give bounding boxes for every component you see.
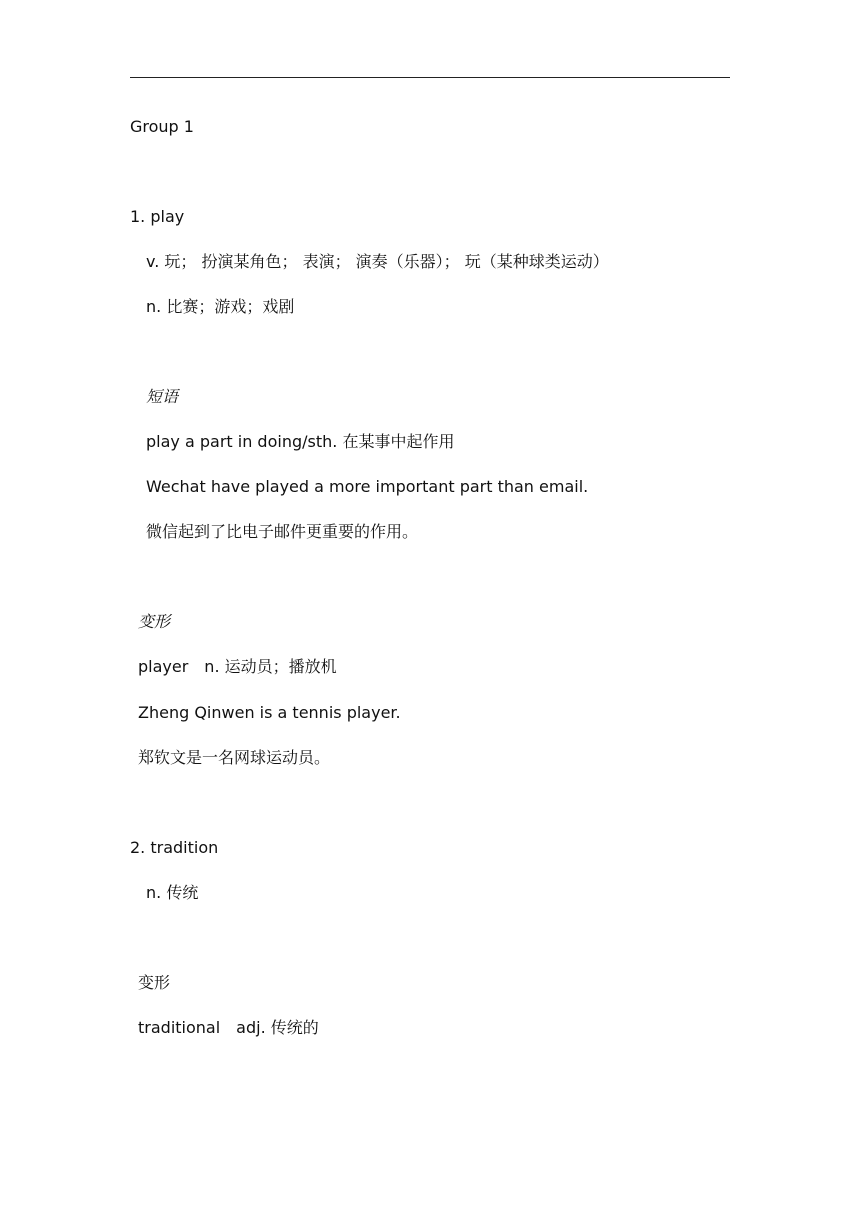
entry-1-phrase-example-translation: 微信起到了比电子邮件更重要的作用。 — [146, 522, 419, 541]
entry-1-phrase: play a part in doing/sth. — [146, 432, 338, 451]
entry-1-form-word: player — [138, 657, 189, 676]
entry-2-form-word: traditional — [138, 1018, 221, 1037]
entry-1-form-example: Zheng Qinwen is a tennis player. — [138, 703, 401, 722]
entry-1-phrase-meaning: 在某事中起作用 — [342, 432, 455, 451]
entry-1-phrases-heading: 短语 — [146, 387, 179, 406]
entry-1-sense-noun: n. 比赛；游戏；戏剧 — [146, 297, 295, 316]
entry-2-heading — [130, 838, 218, 858]
top-rule — [130, 77, 730, 78]
entry-2-form-meaning: adj. 传统的 — [236, 1018, 319, 1037]
entry-2-number: 2. — [130, 838, 146, 857]
entry-2-form-line — [138, 1018, 319, 1038]
entry-2-forms-heading: 变形 — [138, 973, 171, 992]
group-title: Group 1 — [130, 117, 194, 136]
entry-1-word: play — [150, 207, 185, 226]
entry-1-form-example-translation: 郑钦文是一名网球运动员。 — [138, 748, 331, 767]
entry-2-sense-noun: n. 传统 — [146, 883, 199, 902]
entry-1-sense-verb: v. 玩； 扮演某角色； 表演； 演奏（乐器）； 玩（某种球类运动） — [146, 252, 609, 271]
entry-1-phrase-example: Wechat have played a more important part than email. — [146, 477, 589, 496]
entry-1-forms-heading: 变形 — [138, 612, 171, 631]
entry-2-word: tradition — [150, 838, 219, 857]
entry-1-phrase-line — [146, 432, 454, 452]
entry-1-number: 1. — [130, 207, 146, 226]
entry-1-form-meaning: n. 运动员；播放机 — [204, 657, 337, 676]
entry-1-heading — [130, 207, 184, 227]
entry-1-form-line — [138, 657, 337, 677]
